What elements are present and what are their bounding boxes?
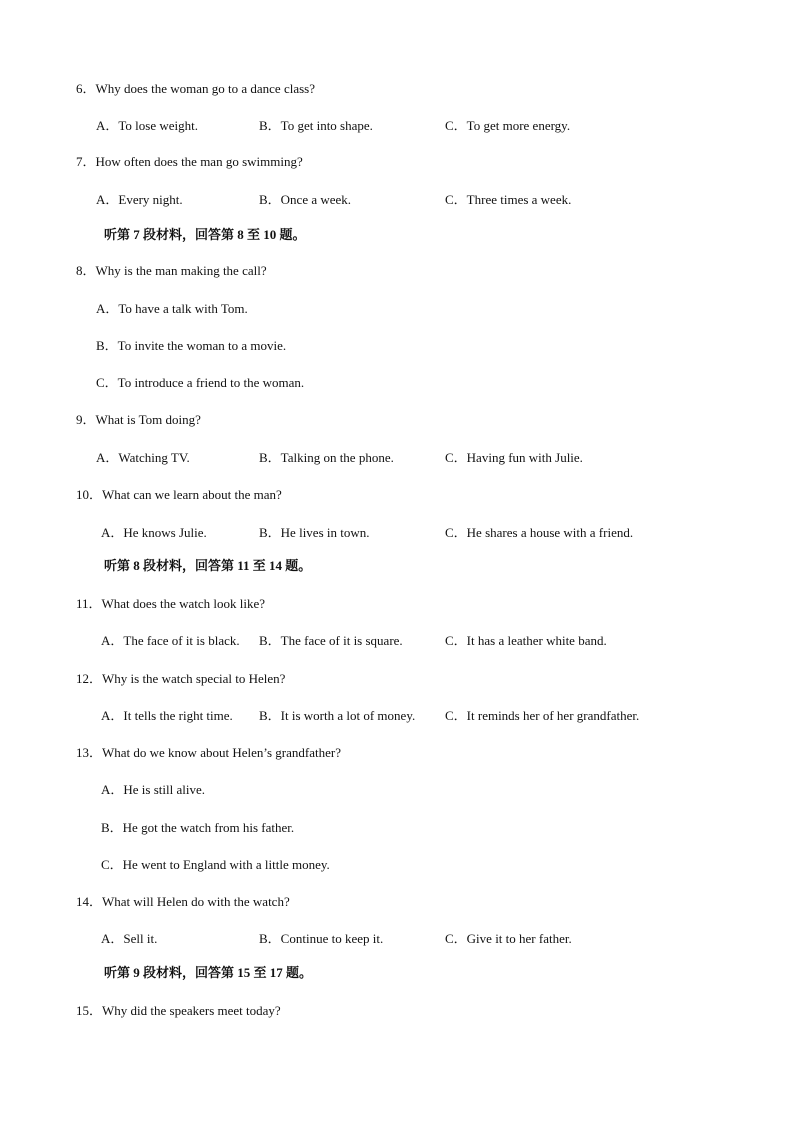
question-12-option-a: A．It tells the right time. <box>101 708 233 723</box>
question-12-option-b: B．It is worth a lot of money. <box>259 708 416 723</box>
question-8-option-a: A．To have a talk with Tom. <box>96 301 248 316</box>
question-13-option-b: B．He got the watch from his father. <box>101 820 295 835</box>
question-10-option-b: B．He lives in town. <box>259 525 370 540</box>
section-heading-7: 听第 7 段材料，回答第 8 至 10 题。 <box>104 227 306 242</box>
question-6-option-b: B．To get into shape. <box>259 118 373 133</box>
question-14-stem: 14．What will Helen do with the watch? <box>76 894 290 909</box>
question-14-option-a: A．Sell it. <box>101 931 158 946</box>
question-12-stem: 12．Why is the watch special to Helen? <box>76 671 286 686</box>
section-heading-9: 听第 9 段材料，回答第 15 至 17 题。 <box>104 965 313 980</box>
question-7-option-a: A．Every night. <box>96 192 183 207</box>
section-heading-8: 听第 8 段材料，回答第 11 至 14 题。 <box>104 558 312 573</box>
question-13-stem: 13．What do we know about Helen’s grandfather? <box>76 745 341 760</box>
question-13-option-a: A．He is still alive. <box>101 782 205 797</box>
question-7-option-c: C．Three times a week. <box>445 192 572 207</box>
question-11-stem: 11．What does the watch look like? <box>76 596 266 611</box>
question-8-option-c: C．To introduce a friend to the woman. <box>96 375 305 390</box>
question-9-option-b: B．Talking on the phone. <box>259 450 394 465</box>
question-14-option-b: B．Continue to keep it. <box>259 931 384 946</box>
question-9-option-a: A．Watching TV. <box>96 450 190 465</box>
question-6-option-a: A．To lose weight. <box>96 118 198 133</box>
question-7-option-b: B．Once a week. <box>259 192 352 207</box>
question-8-option-b: B．To invite the woman to a movie. <box>96 338 287 353</box>
question-15-stem: 15．Why did the speakers meet today? <box>76 1003 281 1018</box>
question-10-option-c: C．He shares a house with a friend. <box>445 525 634 540</box>
question-14-option-c: C．Give it to her father. <box>445 931 572 946</box>
question-11-option-a: A．The face of it is black. <box>101 633 240 648</box>
question-10-stem: 10．What can we learn about the man? <box>76 487 282 502</box>
question-11-option-b: B．The face of it is square. <box>259 633 403 648</box>
question-13-option-c: C．He went to England with a little money. <box>101 857 330 872</box>
question-6-stem: 6．Why does the woman go to a dance class? <box>76 81 315 96</box>
question-7-stem: 7．How often does the man go swimming? <box>76 154 303 169</box>
question-6-option-c: C．To get more energy. <box>445 118 571 133</box>
question-10-option-a: A．He knows Julie. <box>101 525 207 540</box>
question-8-stem: 8．Why is the man making the call? <box>76 263 267 278</box>
question-12-option-c: C．It reminds her of her grandfather. <box>445 708 640 723</box>
question-9-stem: 9．What is Tom doing? <box>76 412 201 427</box>
question-9-option-c: C．Having fun with Julie. <box>445 450 583 465</box>
question-11-option-c: C．It has a leather white band. <box>445 633 607 648</box>
